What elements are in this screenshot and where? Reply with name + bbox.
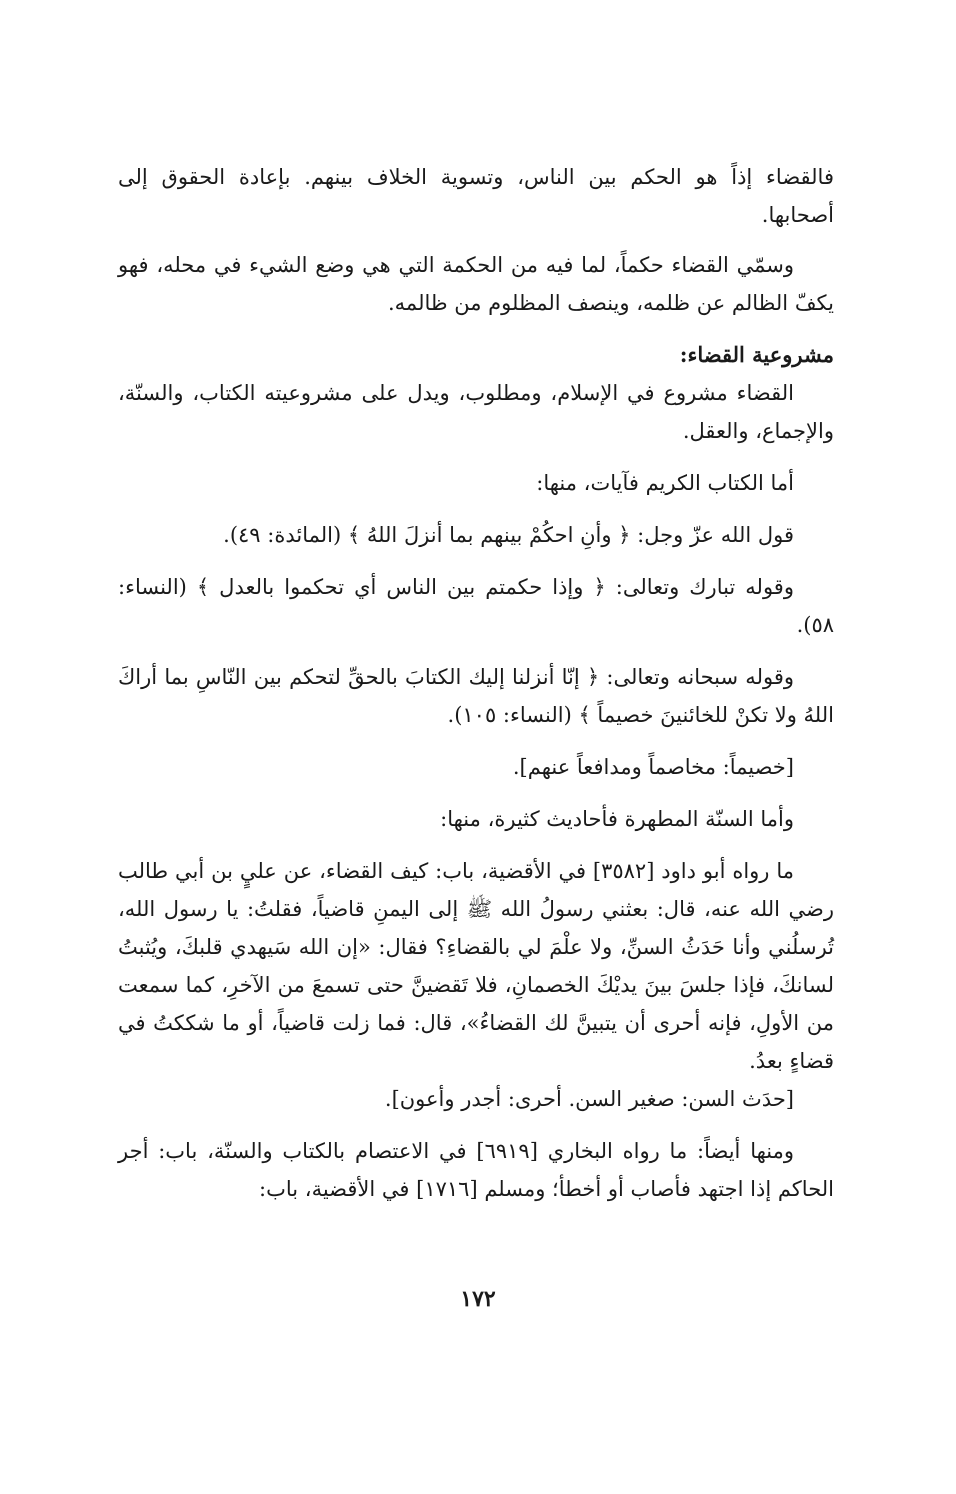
paragraph-hadith-abu-dawud: ما رواه أبو داود [٣٥٨٢] في الأقضية، باب: كيف القضاء، عن عليٍ بن أبي طالب رضي الله عنه، قال: بعثني رسولُ الله ﷺ إلى اليمنِ قاضياً، فقلتُ: يا رسول الله، تُرسلُني وأنا حَدَثُ السنِّ، ولا علْمَ لي بالقضاءِ؟ فقال: «إن الله سَيهدي قلبكَ، ويُثبتُ لسانكَ، فإذا جلسَ بينَ يديْكَ الخصمانِ، فلا تَقضينَّ حتى تسمعَ من الآخرِ، كما سمعت من الأولِ، فإنه أحرى أن يتبينَّ لك القضاءُ»، قال: فما زلت قاضياً، أو ما شككتُ في قضاءٍ بعدُ. <box>118 859 834 1073</box>
paragraph-gloss-khasim: [خصيماً: مخاصماً ومدافعاً عنهم]. <box>512 755 794 779</box>
paragraph-gloss-hadath: [حدَث السن: صغير السن. أحرى: أجدر وأعون]. <box>384 1087 794 1111</box>
page-number: ١٧٢ <box>460 1286 496 1312</box>
section-heading: مشروعية القضاء: <box>679 342 834 367</box>
paragraph-definition: فالقضاء إذاً هو الحكم بين الناس، وتسوية الخلاف بينهم. بإعادة الحقوق إلى أصحابها. <box>118 165 834 227</box>
paragraph-sunnah-intro: وأما السنّة المطهرة فأحاديث كثيرة، منها: <box>440 807 794 831</box>
paragraph-verse-maidah: قول الله عزّ وجل: ﴿ وأنِ احكُمْ بينهم بما أنزلَ اللهُ ﴾ (المائدة: ٤٩). <box>223 523 794 547</box>
paragraph-legitimacy: القضاء مشروع في الإسلام، ومطلوب، ويدل على مشروعيته الكتاب، والسنّة، والإجماع، والعقل. <box>118 381 834 443</box>
paragraph-hadith-bukhari: ومنها أيضاً: ما رواه البخاري [٦٩١٩] في الاعتصام بالكتاب والسنّة، باب: أجر الحاكم إذا اجتهد فأصاب أو أخطأ؛ ومسلم [١٧١٦] في الأقضية، باب: <box>118 1139 834 1201</box>
paragraph-naming: وسمّي القضاء حكماً، لما فيه من الحكمة التي هي وضع الشيء في محله، فهو يكفّ الظالم عن ظلمه، وينصف المظلوم من ظالمه. <box>118 253 834 315</box>
paragraph-quran-intro: أما الكتاب الكريم فآيات، منها: <box>536 471 794 495</box>
page-body <box>118 158 834 1208</box>
paragraph-verse-nisa-105: وقوله سبحانه وتعالى: ﴿ إنّا أنزلنا إليك الكتابَ بالحقِّ لتحكم بين النّاسِ بما أراكَ اللهُ ولا تكنْ للخائنينَ خصيماً ﴾ (النساء: ١٠٥). <box>118 665 834 727</box>
paragraph-verse-nisa-58: وقوله تبارك وتعالى: ﴿ وإذا حكمتم بين الناس أي تحكموا بالعدل ﴾ (النساء: ٥٨). <box>118 575 834 637</box>
